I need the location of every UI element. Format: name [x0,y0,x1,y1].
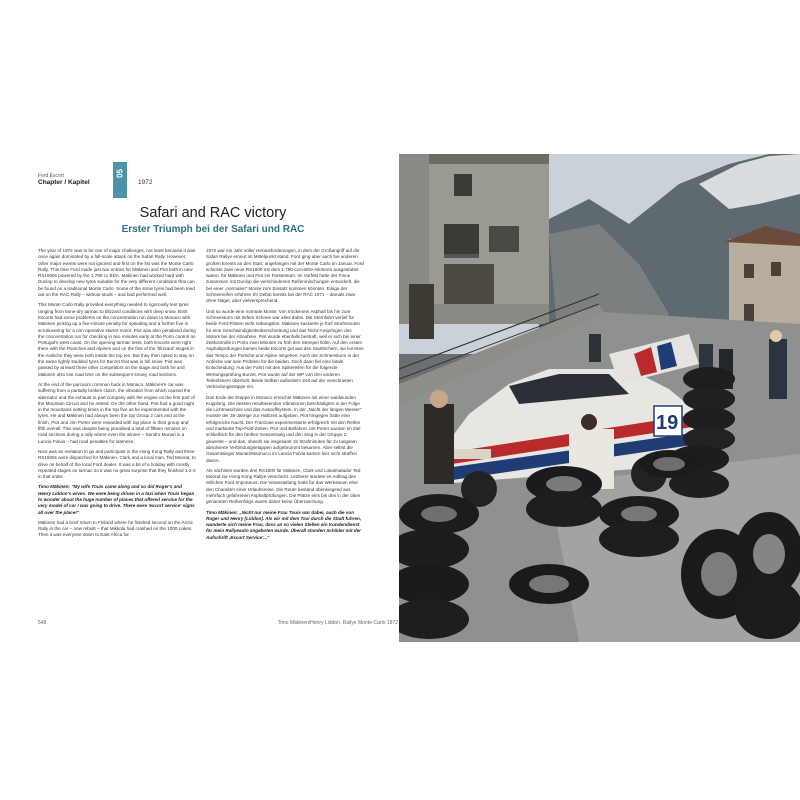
quote-english: Timo Mäkinen: "My wife Touis came along and so did Roger's and Henry Liddon's wives. We were being driven in a taxi when Touis began to wonder about the huge number of places that offered service for the very model of car I was going to drive. There were 'escort service' signs all over the place!" [38,484,195,515]
paragraph-de-3: Das Ende der Etappe in Monaco erreichte Mäkinen mit einer waidwunden Kupplung. Die dessen resultierenden Vibrationen beschädigten in der Folge die Lichtmaschine und das Auspuffsystem. In der „Nacht der langen Messer" musste der 35-Jährige zur Halbzeit aufgeben. Piot hingegen hatte eine erfolgreiche Nacht. Der Franzose experimentierte erfolgreich mit den Reifen und markierte Top-Fünf-Zeiten. Piot und Beifahrer Jim Porter wurden im Ziel schließlich für den fünften Gesamtrang und den Sieg in der Gruppe 2 gewertet – und das, obwohl sie insgesamt 15 Strafminuten für zu langsam absolvierte Verbindungsetappen aufgebrummt bekamen. Aber selbst die Gesamtsieger Munari/Mannucci im Lancia Fulvia kamen hier nicht straffrei davon. [206,394,362,463]
car-number: 19 [656,412,679,434]
paragraph-en-3: At the end of the parcours common back in Monaco, Mäkinen's car was suffering from a partially broken clutch, the vibration from which caused the alternator and the exhaust to part company with the engine on the first part of the Mountain Circuit and he retired. On the other hand, Piot had a good night in the mountains setting times in the top five as he experimented with the tyres. He and Mäkinen had always been the top Group 2 cars and at the finish, Piot and Jim Porter were rewarded with top place in their group and fifth overall. This was despite being penalised a total of fifteen minutes on road sections during a rally where even the winner – Sandro Munari in a Lancia Fulvia – had road penalties for lateness. [38,381,195,444]
paragraph-en-4: Next was an invitation to go and participate in the Hong Kong Rally and three RS1600s were dispatched for Mäkinen, Clark and a local man, Ted Moorat, to drive on behalf of the local Ford dealer. It was a bit of a holiday with mostly repeated stages on tarmac so it was no great surprise that they finished 1-2-3 in that order. [38,448,196,480]
chapter-label: Chapter / Kapitel [38,179,90,186]
paragraph-de-4: Als nächstes wurden drei RS1600 für Mäkinen, Clark und Lokalmatador Ted Moorat zur Hong Kong Rallye verschickt. Letzterer startete im Auftrag des örtlichen Ford-Importeurs. Die Veranstaltung hatte für das Werksteam eher den Charakter einer Urlaubsreise. Die Route bestand überwiegend aus mehrfach gefahrenen Asphaltprüfungen. Die Plätze eins bis drei in der oben genannten Reihenfolge waren daher keine Überraschung. [206,467,361,505]
paragraph-en-1: The year of 1972 was to be one of major challenges, not least because it was once again dominated by a full-scale attack on the Safari Rally. However, other major events were not ignored and first on the list was the Monte Carlo Rally. This time Ford made just two entries for Mäkinen and Piot both in new RS1600s powered by the 1,790 cc BDA. Mäkinen had worked hard with Dunlop to develop new tyres suitable for the very different conditions that can be found on a traditional Monte Carlo. Some of the snow tyres had been tried out on the RAC Rally – without studs – and had performed well. [38,248,196,298]
column-german [206,248,364,545]
paragraph-de-2: Und so wurde eine normale Monte: Von trockenem Asphalt bis hin zum Schneesturm mit tiefem Schnee war alles dabei. Die Sternfahrt verlief für beide Ford-Piloten nicht reibungslos. Mäkinen kassierte je fünf Strafminuten für eine Geschwindigkeitsüberschreitung und das Nicht-Anspringen des Motors bei der Abnahme. Piot wurde ebenfalls bestraft, weil er sich bei einer Zeitkontrolle in Porto zwei Minuten zu früh den Stempel holte. Auf den ersten Asphaltprüfungen kamen beide Escorts gut aus den Startlöchern, sie konnten das Tempo der Porsche und Alpine mitgehen. Auch der Schneesturm in der Ardèche war kein Problem für die beiden. Doch dann fiel eine fatale Entscheidung: Aus der Fahrt mit den Spikereifen für die folgende Wertungsprüfung Burzet. Piot wurde auf der WP von drei anderen Teilnehmern überholt. Beide büßten außerdem Zeit auf der verschneiten Verbindungsetappe ein. [206,308,364,390]
left-page [28,150,398,640]
quote-german: Timo Mäkinen: „Nicht nur meine Frau Touis war dabei, auch die von Roger und Henry [Liddon]. Als wir mit dem Taxi durch die Stadt fuhren, wunderte sich meine Frau, dass an so vielen Stellen ein Kundendienst für mein Rallyeauto angeboten wurde. Überall standen Schilder mit der Aufschrift ‚Escort Service'..." [206,509,362,540]
column-english [38,248,196,543]
rally-photo [399,154,800,642]
paragraph-de-1: 1972 war ein Jahr voller Herausforderungen, in dem der Großangriff auf die Safari Rallye erneut im Mittelpunkt stand. Ford ging aber auch bei anderen großen Events an den Start, angefangen mit der Monte Carlo im Januar. Ford schickte zwei neue RS1600 mit dem 1.790-ccm-BDA-Motoren ausgestattet waren, für Mäkinen und Piot ins Fürstentum. Im Vorfeld hatte der Finne zusammen mit Dunlop die verschiedenen Reifenmischungen entwickelt, die bei einer „normalen" Monte zum Einsatz kommen könnten. Einige der Schneereifen erfahren Ihr Debüt bereits bei der RAC 1971 – damals zwar ohne Nägel, aber vielversprechend. [206,248,364,304]
photo-caption: Timo Mäkinen/Henry Liddon, Rallye Monte-Carlo 1972 [277,620,398,626]
brand-label: Ford Escort [38,173,64,179]
paragraph-en-2: This Monte Carlo Rally provided everything needed to rigorously test tyres ranging from bone-dry tarmac to blizzard conditions with deep snow. Both Escorts had some problems on the concentration run down to Monaco with Mäkinen picking up a five-minute penalty for speeding and a further five in scrutineering for a non-operative starter motor. Piot was also penalised during the concentration run for checking in two minutes early at the Porto control on Portugal's west coast. On the opening tarmac tests, both Escorts were right there with the Porsches and Alpines and on the first of the 'blizzard' stages in the Ardèche they were both inside the top ten. But they then opted to stay on the same lightly studded tyres for Burzet that was in full snow. Piot was passed by at least three other competitors on the stage and both he and Mäkinen also lost road time on the subsequent snowy road sections. [38,302,196,377]
paragraph-en-5: Mäkinen had a brief return to Finland where he finished second on the Arctic Rally in the car – now rebuilt – that Mikkola had crashed on the 1000 Lakes. Then it was everyone down to East Africa for [38,519,194,538]
chapter-year: 1972 [138,179,153,186]
title-german: Erster Triumph bei der Safari und RAC [121,224,305,235]
page-number: 548 [38,620,47,626]
title-english: Safari and RAC victory [139,205,287,221]
chapter-number: 05 [115,169,125,179]
